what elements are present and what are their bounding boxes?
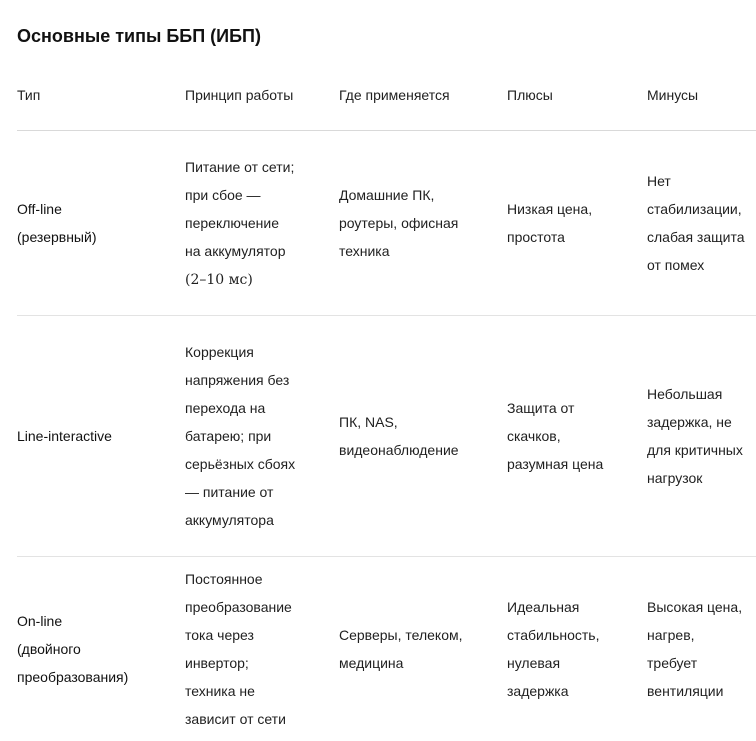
table-header-row	[17, 59, 756, 131]
cell-cons: Высокая цена, нагрев, требует вентиляции	[647, 557, 756, 741]
section-heading: Основные типы ББП (ИБП)	[17, 24, 261, 48]
header-cons: Минусы	[647, 59, 756, 131]
ups-types-table	[17, 59, 756, 741]
cell-principle: Коррекция напряжения без перехода на батарею; при серьёзных сбоях — питание от аккумулятора	[185, 316, 339, 557]
header-where: Где применяется	[339, 59, 507, 131]
cell-pros: Низкая цена, простота	[507, 131, 647, 316]
header-pros: Плюсы	[507, 59, 647, 131]
header-principle: Принцип работы	[185, 59, 339, 131]
cell-cons: Нет стабилизации, слабая защита от помех	[647, 131, 756, 316]
cell-type: Off-line (резервный)	[17, 131, 185, 316]
switch-time-formula: (2–10 мс)	[185, 272, 253, 288]
cell-pros: Идеальная стабильность, нулевая задержка	[507, 557, 647, 741]
table-row	[17, 557, 756, 741]
cell-where: Серверы, телеком, медицина	[339, 557, 507, 741]
cell-where: ПК, NAS, видеонаблюдение	[339, 316, 507, 557]
header-type: Тип	[17, 59, 185, 131]
cell-cons: Небольшая задержка, не для критичных нагрузок	[647, 316, 756, 557]
cell-type: On-line (двойного преобразования)	[17, 557, 185, 741]
cell-principle: Питание от сети; при сбое — переключение на аккумулятор (2–10 мс)	[185, 131, 339, 316]
table-row	[17, 316, 756, 557]
cell-type: Line-interactive	[17, 316, 185, 557]
cell-principle: Постоянное преобразование тока через инвертор; техника не зависит от сети	[185, 557, 339, 741]
cell-where: Домашние ПК, роутеры, офисная техника	[339, 131, 507, 316]
cell-pros: Защита от скачков, разумная цена	[507, 316, 647, 557]
table-row	[17, 131, 756, 316]
